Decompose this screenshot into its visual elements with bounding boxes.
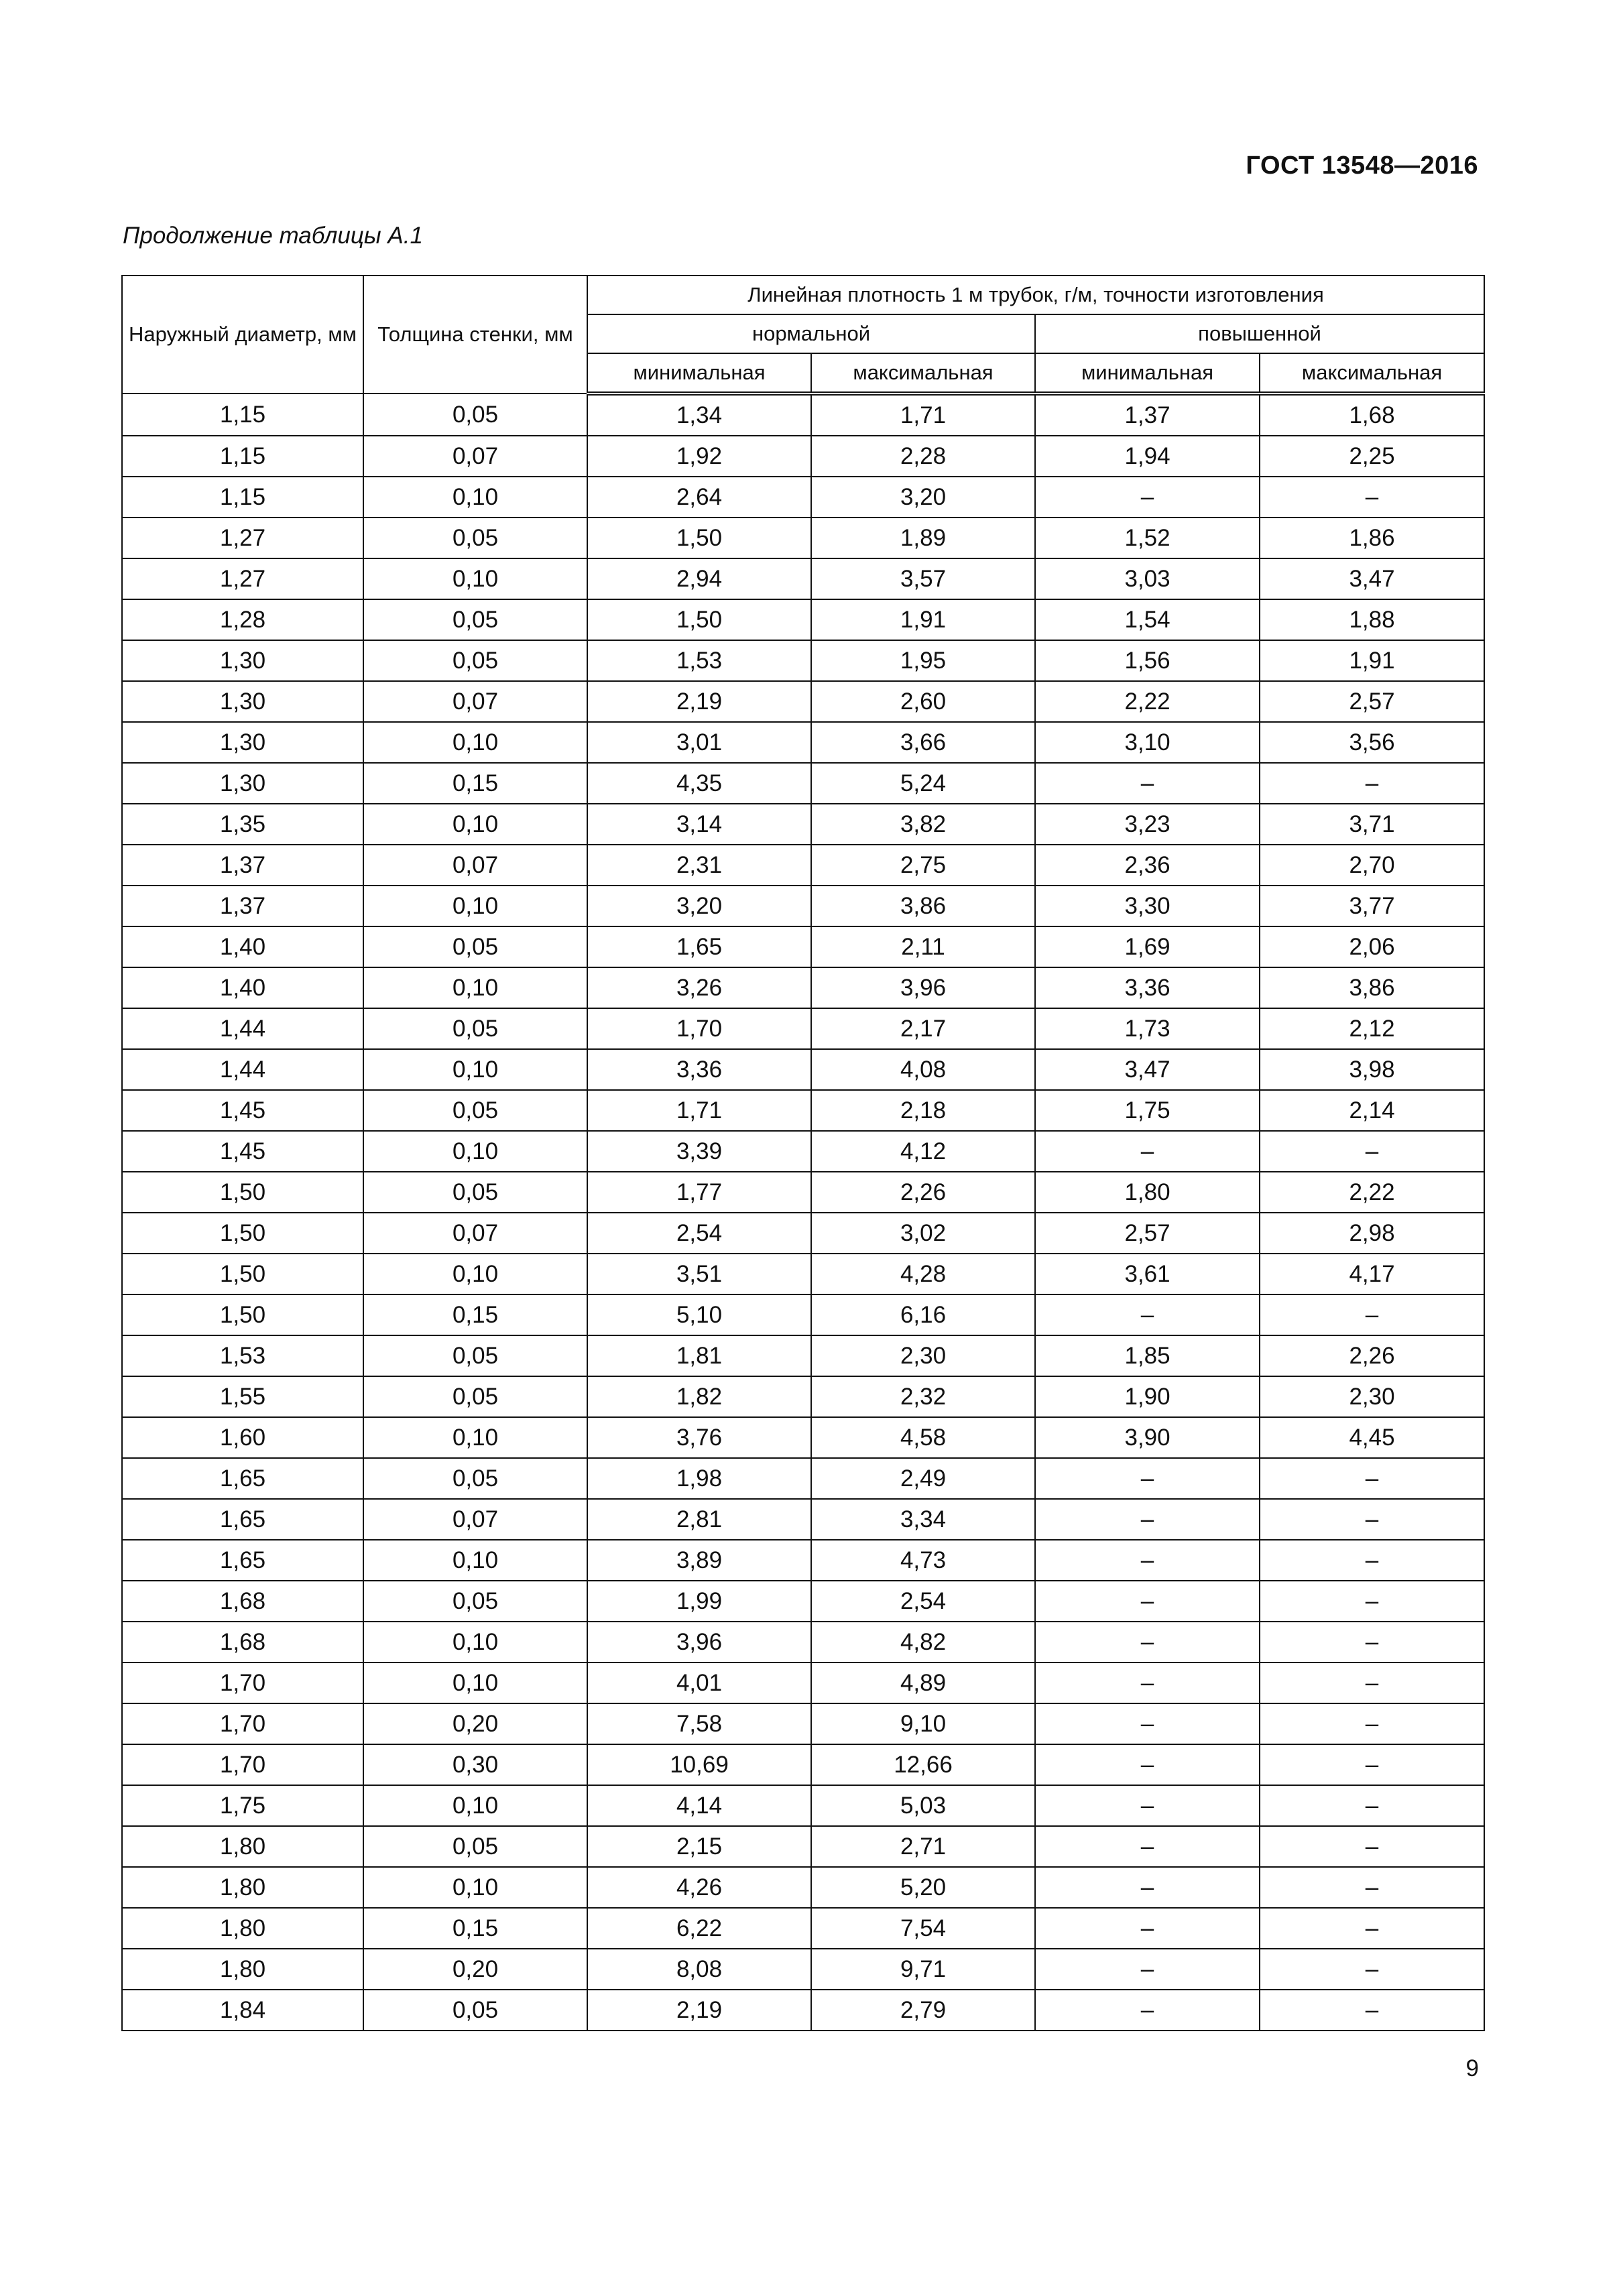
increased-max-cell: – xyxy=(1260,1867,1484,1908)
outer-diameter-cell: 1,80 xyxy=(122,1826,363,1867)
table-row xyxy=(122,1744,1484,1785)
wall-thickness-cell: 0,10 xyxy=(363,967,587,1008)
normal-min-cell: 1,98 xyxy=(587,1458,811,1499)
outer-diameter-cell: 1,50 xyxy=(122,1254,363,1294)
wall-thickness-cell: 0,10 xyxy=(363,558,587,599)
increased-min-cell: 3,10 xyxy=(1035,722,1260,763)
normal-min-cell: 4,26 xyxy=(587,1867,811,1908)
normal-max-cell: 2,17 xyxy=(811,1008,1035,1049)
table-row xyxy=(122,1335,1484,1376)
normal-min-cell: 1,70 xyxy=(587,1008,811,1049)
increased-min-cell: – xyxy=(1035,1622,1260,1663)
wall-thickness-cell: 0,05 xyxy=(363,1826,587,1867)
increased-max-cell: 2,98 xyxy=(1260,1213,1484,1254)
increased-min-cell: – xyxy=(1035,1540,1260,1581)
wall-thickness-cell: 0,07 xyxy=(363,1499,587,1540)
increased-min-cell: – xyxy=(1035,1949,1260,1990)
outer-diameter-cell: 1,68 xyxy=(122,1581,363,1622)
outer-diameter-cell: 1,40 xyxy=(122,967,363,1008)
increased-min-cell: – xyxy=(1035,477,1260,518)
outer-diameter-cell: 1,53 xyxy=(122,1335,363,1376)
increased-min-cell: 3,03 xyxy=(1035,558,1260,599)
normal-max-cell: 3,86 xyxy=(811,886,1035,926)
table-row xyxy=(122,1949,1484,1990)
outer-diameter-cell: 1,30 xyxy=(122,763,363,804)
increased-min-cell: 1,80 xyxy=(1035,1172,1260,1213)
increased-min-cell: 2,36 xyxy=(1035,845,1260,886)
outer-diameter-cell: 1,65 xyxy=(122,1499,363,1540)
normal-max-cell: 2,18 xyxy=(811,1090,1035,1131)
increased-max-cell: 2,22 xyxy=(1260,1172,1484,1213)
normal-max-cell: 3,96 xyxy=(811,967,1035,1008)
normal-min-cell: 5,10 xyxy=(587,1294,811,1335)
page-number: 9 xyxy=(1465,2055,1479,2081)
normal-min-cell: 2,15 xyxy=(587,1826,811,1867)
normal-max-cell: 4,58 xyxy=(811,1417,1035,1458)
increased-max-cell: 1,91 xyxy=(1260,640,1484,681)
outer-diameter-cell: 1,27 xyxy=(122,558,363,599)
wall-thickness-cell: 0,10 xyxy=(363,1785,587,1826)
increased-max-cell: – xyxy=(1260,1540,1484,1581)
outer-diameter-cell: 1,44 xyxy=(122,1008,363,1049)
header-normal-max: максимальная xyxy=(811,353,1035,394)
table-row xyxy=(122,436,1484,477)
normal-max-cell: 2,79 xyxy=(811,1990,1035,2031)
increased-max-cell: 2,26 xyxy=(1260,1335,1484,1376)
header-outer-diameter: Наружный диаметр, мм xyxy=(122,276,363,394)
table-row xyxy=(122,1049,1484,1090)
increased-max-cell: 2,12 xyxy=(1260,1008,1484,1049)
outer-diameter-cell: 1,80 xyxy=(122,1867,363,1908)
normal-min-cell: 2,19 xyxy=(587,1990,811,2031)
normal-max-cell: 4,89 xyxy=(811,1663,1035,1703)
normal-max-cell: 2,28 xyxy=(811,436,1035,477)
increased-min-cell: – xyxy=(1035,1867,1260,1908)
outer-diameter-cell: 1,27 xyxy=(122,518,363,558)
normal-min-cell: 4,01 xyxy=(587,1663,811,1703)
outer-diameter-cell: 1,80 xyxy=(122,1908,363,1949)
wall-thickness-cell: 0,05 xyxy=(363,1581,587,1622)
outer-diameter-cell: 1,40 xyxy=(122,926,363,967)
normal-max-cell: 1,89 xyxy=(811,518,1035,558)
normal-min-cell: 4,35 xyxy=(587,763,811,804)
table-row xyxy=(122,558,1484,599)
table-row xyxy=(122,1499,1484,1540)
normal-max-cell: 2,32 xyxy=(811,1376,1035,1417)
outer-diameter-cell: 1,68 xyxy=(122,1622,363,1663)
normal-min-cell: 3,01 xyxy=(587,722,811,763)
wall-thickness-cell: 0,07 xyxy=(363,436,587,477)
table-row xyxy=(122,477,1484,518)
increased-min-cell: – xyxy=(1035,1294,1260,1335)
increased-max-cell: – xyxy=(1260,1744,1484,1785)
table-row xyxy=(122,1581,1484,1622)
table-row xyxy=(122,1540,1484,1581)
increased-max-cell: – xyxy=(1260,1908,1484,1949)
outer-diameter-cell: 1,84 xyxy=(122,1990,363,2031)
normal-max-cell: 12,66 xyxy=(811,1744,1035,1785)
wall-thickness-cell: 0,10 xyxy=(363,1049,587,1090)
wall-thickness-cell: 0,10 xyxy=(363,722,587,763)
increased-min-cell: 3,47 xyxy=(1035,1049,1260,1090)
table-row xyxy=(122,1826,1484,1867)
normal-max-cell: 1,71 xyxy=(811,394,1035,436)
table-row xyxy=(122,1090,1484,1131)
normal-min-cell: 1,53 xyxy=(587,640,811,681)
increased-max-cell: 3,56 xyxy=(1260,722,1484,763)
normal-max-cell: 3,02 xyxy=(811,1213,1035,1254)
normal-max-cell: 2,54 xyxy=(811,1581,1035,1622)
table-row xyxy=(122,640,1484,681)
increased-max-cell: 3,98 xyxy=(1260,1049,1484,1090)
normal-max-cell: 9,71 xyxy=(811,1949,1035,1990)
normal-max-cell: 3,20 xyxy=(811,477,1035,518)
increased-max-cell: – xyxy=(1260,1949,1484,1990)
table-row xyxy=(122,1663,1484,1703)
table-row xyxy=(122,1131,1484,1172)
wall-thickness-cell: 0,10 xyxy=(363,1131,587,1172)
normal-max-cell: 1,91 xyxy=(811,599,1035,640)
normal-max-cell: 2,49 xyxy=(811,1458,1035,1499)
normal-min-cell: 1,50 xyxy=(587,518,811,558)
increased-max-cell: – xyxy=(1260,1294,1484,1335)
header-increased-precision: повышенной xyxy=(1035,314,1484,353)
table-row xyxy=(122,804,1484,845)
header-increased-max: максимальная xyxy=(1260,353,1484,394)
normal-min-cell: 2,19 xyxy=(587,681,811,722)
normal-min-cell: 2,54 xyxy=(587,1213,811,1254)
header-normal-precision: нормальной xyxy=(587,314,1035,353)
wall-thickness-cell: 0,10 xyxy=(363,477,587,518)
wall-thickness-cell: 0,05 xyxy=(363,1458,587,1499)
wall-thickness-cell: 0,15 xyxy=(363,1294,587,1335)
normal-min-cell: 1,77 xyxy=(587,1172,811,1213)
increased-min-cell: – xyxy=(1035,1663,1260,1703)
increased-max-cell: 2,14 xyxy=(1260,1090,1484,1131)
table-row xyxy=(122,886,1484,926)
increased-min-cell: 3,36 xyxy=(1035,967,1260,1008)
wall-thickness-cell: 0,10 xyxy=(363,804,587,845)
increased-max-cell: – xyxy=(1260,1663,1484,1703)
normal-min-cell: 3,76 xyxy=(587,1417,811,1458)
increased-min-cell: 3,30 xyxy=(1035,886,1260,926)
normal-max-cell: 2,30 xyxy=(811,1335,1035,1376)
normal-max-cell: 5,24 xyxy=(811,763,1035,804)
outer-diameter-cell: 1,15 xyxy=(122,477,363,518)
wall-thickness-cell: 0,15 xyxy=(363,763,587,804)
normal-min-cell: 1,92 xyxy=(587,436,811,477)
normal-max-cell: 2,60 xyxy=(811,681,1035,722)
increased-min-cell: – xyxy=(1035,1744,1260,1785)
increased-max-cell: – xyxy=(1260,477,1484,518)
normal-min-cell: 1,82 xyxy=(587,1376,811,1417)
table-continuation-label: Продолжение таблицы А.1 xyxy=(123,223,423,249)
increased-max-cell: – xyxy=(1260,1458,1484,1499)
header-wall-thickness: Толщина стенки, мм xyxy=(363,276,587,394)
increased-min-cell: – xyxy=(1035,1826,1260,1867)
wall-thickness-cell: 0,05 xyxy=(363,518,587,558)
increased-min-cell: 1,94 xyxy=(1035,436,1260,477)
wall-thickness-cell: 0,10 xyxy=(363,1540,587,1581)
wall-thickness-cell: 0,07 xyxy=(363,681,587,722)
normal-min-cell: 3,20 xyxy=(587,886,811,926)
outer-diameter-cell: 1,50 xyxy=(122,1213,363,1254)
increased-min-cell: 2,57 xyxy=(1035,1213,1260,1254)
normal-max-cell: 2,26 xyxy=(811,1172,1035,1213)
outer-diameter-cell: 1,50 xyxy=(122,1294,363,1335)
header-linear-density: Линейная плотность 1 м трубок, г/м, точности изготовления xyxy=(587,276,1484,314)
increased-min-cell: 1,85 xyxy=(1035,1335,1260,1376)
increased-min-cell: 1,56 xyxy=(1035,640,1260,681)
normal-min-cell: 2,81 xyxy=(587,1499,811,1540)
outer-diameter-cell: 1,44 xyxy=(122,1049,363,1090)
table-row xyxy=(122,1622,1484,1663)
table-row xyxy=(122,722,1484,763)
header-normal-min: минимальная xyxy=(587,353,811,394)
normal-min-cell: 1,50 xyxy=(587,599,811,640)
table-row xyxy=(122,845,1484,886)
normal-max-cell: 5,03 xyxy=(811,1785,1035,1826)
wall-thickness-cell: 0,07 xyxy=(363,1213,587,1254)
outer-diameter-cell: 1,28 xyxy=(122,599,363,640)
increased-min-cell: 1,73 xyxy=(1035,1008,1260,1049)
table-row xyxy=(122,681,1484,722)
table-row xyxy=(122,599,1484,640)
normal-max-cell: 4,82 xyxy=(811,1622,1035,1663)
normal-min-cell: 2,94 xyxy=(587,558,811,599)
increased-min-cell: – xyxy=(1035,1458,1260,1499)
wall-thickness-cell: 0,07 xyxy=(363,845,587,886)
outer-diameter-cell: 1,65 xyxy=(122,1458,363,1499)
outer-diameter-cell: 1,70 xyxy=(122,1663,363,1703)
increased-max-cell: 4,45 xyxy=(1260,1417,1484,1458)
increased-max-cell: – xyxy=(1260,763,1484,804)
normal-max-cell: 3,34 xyxy=(811,1499,1035,1540)
table-row xyxy=(122,1703,1484,1744)
normal-min-cell: 8,08 xyxy=(587,1949,811,1990)
outer-diameter-cell: 1,60 xyxy=(122,1417,363,1458)
table-row xyxy=(122,1867,1484,1908)
wall-thickness-cell: 0,10 xyxy=(363,886,587,926)
increased-min-cell: 1,37 xyxy=(1035,394,1260,436)
normal-min-cell: 3,26 xyxy=(587,967,811,1008)
wall-thickness-cell: 0,05 xyxy=(363,1172,587,1213)
wall-thickness-cell: 0,30 xyxy=(363,1744,587,1785)
normal-max-cell: 3,82 xyxy=(811,804,1035,845)
linear-density-table xyxy=(121,275,1485,2031)
outer-diameter-cell: 1,45 xyxy=(122,1090,363,1131)
increased-min-cell: 2,22 xyxy=(1035,681,1260,722)
normal-max-cell: 1,95 xyxy=(811,640,1035,681)
table-row xyxy=(122,1008,1484,1049)
wall-thickness-cell: 0,05 xyxy=(363,1376,587,1417)
outer-diameter-cell: 1,80 xyxy=(122,1949,363,1990)
normal-max-cell: 3,57 xyxy=(811,558,1035,599)
increased-max-cell: – xyxy=(1260,1131,1484,1172)
table-row xyxy=(122,1172,1484,1213)
wall-thickness-cell: 0,05 xyxy=(363,1090,587,1131)
outer-diameter-cell: 1,37 xyxy=(122,845,363,886)
table-row xyxy=(122,1990,1484,2031)
increased-min-cell: – xyxy=(1035,1990,1260,2031)
increased-max-cell: 2,06 xyxy=(1260,926,1484,967)
document-code: ГОСТ 13548—2016 xyxy=(1246,152,1478,180)
increased-min-cell: 3,61 xyxy=(1035,1254,1260,1294)
increased-min-cell: 1,90 xyxy=(1035,1376,1260,1417)
increased-min-cell: 1,54 xyxy=(1035,599,1260,640)
outer-diameter-cell: 1,15 xyxy=(122,436,363,477)
increased-min-cell: – xyxy=(1035,1785,1260,1826)
table-row xyxy=(122,1908,1484,1949)
wall-thickness-cell: 0,05 xyxy=(363,640,587,681)
table-row xyxy=(122,1213,1484,1254)
increased-max-cell: 3,71 xyxy=(1260,804,1484,845)
outer-diameter-cell: 1,70 xyxy=(122,1703,363,1744)
increased-max-cell: 2,57 xyxy=(1260,681,1484,722)
outer-diameter-cell: 1,75 xyxy=(122,1785,363,1826)
increased-max-cell: 1,86 xyxy=(1260,518,1484,558)
increased-max-cell: 1,88 xyxy=(1260,599,1484,640)
normal-max-cell: 3,66 xyxy=(811,722,1035,763)
increased-max-cell: – xyxy=(1260,1785,1484,1826)
table-row xyxy=(122,967,1484,1008)
normal-min-cell: 2,31 xyxy=(587,845,811,886)
increased-max-cell: – xyxy=(1260,1499,1484,1540)
increased-max-cell: 3,77 xyxy=(1260,886,1484,926)
wall-thickness-cell: 0,10 xyxy=(363,1622,587,1663)
table-row xyxy=(122,1417,1484,1458)
increased-max-cell: 3,47 xyxy=(1260,558,1484,599)
outer-diameter-cell: 1,70 xyxy=(122,1744,363,1785)
increased-min-cell: – xyxy=(1035,763,1260,804)
table-row xyxy=(122,518,1484,558)
table-row xyxy=(122,1785,1484,1826)
increased-min-cell: – xyxy=(1035,1581,1260,1622)
wall-thickness-cell: 0,20 xyxy=(363,1949,587,1990)
outer-diameter-cell: 1,50 xyxy=(122,1172,363,1213)
normal-min-cell: 1,71 xyxy=(587,1090,811,1131)
normal-min-cell: 4,14 xyxy=(587,1785,811,1826)
increased-max-cell: 2,30 xyxy=(1260,1376,1484,1417)
wall-thickness-cell: 0,10 xyxy=(363,1417,587,1458)
normal-max-cell: 2,75 xyxy=(811,845,1035,886)
outer-diameter-cell: 1,55 xyxy=(122,1376,363,1417)
normal-max-cell: 4,12 xyxy=(811,1131,1035,1172)
normal-max-cell: 2,11 xyxy=(811,926,1035,967)
increased-min-cell: 1,52 xyxy=(1035,518,1260,558)
wall-thickness-cell: 0,10 xyxy=(363,1254,587,1294)
normal-max-cell: 4,28 xyxy=(811,1254,1035,1294)
normal-max-cell: 5,20 xyxy=(811,1867,1035,1908)
normal-min-cell: 3,14 xyxy=(587,804,811,845)
increased-max-cell: – xyxy=(1260,1990,1484,2031)
outer-diameter-cell: 1,15 xyxy=(122,394,363,436)
normal-min-cell: 3,96 xyxy=(587,1622,811,1663)
normal-max-cell: 9,10 xyxy=(811,1703,1035,1744)
increased-max-cell: – xyxy=(1260,1703,1484,1744)
wall-thickness-cell: 0,05 xyxy=(363,599,587,640)
normal-min-cell: 3,39 xyxy=(587,1131,811,1172)
increased-min-cell: 3,23 xyxy=(1035,804,1260,845)
table-header xyxy=(122,276,1484,394)
increased-max-cell: – xyxy=(1260,1826,1484,1867)
normal-min-cell: 10,69 xyxy=(587,1744,811,1785)
outer-diameter-cell: 1,30 xyxy=(122,681,363,722)
table-row xyxy=(122,763,1484,804)
table-body xyxy=(122,394,1484,2031)
outer-diameter-cell: 1,45 xyxy=(122,1131,363,1172)
increased-min-cell: – xyxy=(1035,1703,1260,1744)
normal-min-cell: 2,64 xyxy=(587,477,811,518)
outer-diameter-cell: 1,37 xyxy=(122,886,363,926)
increased-min-cell: – xyxy=(1035,1908,1260,1949)
wall-thickness-cell: 0,05 xyxy=(363,926,587,967)
increased-max-cell: 4,17 xyxy=(1260,1254,1484,1294)
wall-thickness-cell: 0,10 xyxy=(363,1867,587,1908)
table-row xyxy=(122,1254,1484,1294)
header-increased-min: минимальная xyxy=(1035,353,1260,394)
increased-min-cell: 3,90 xyxy=(1035,1417,1260,1458)
increased-min-cell: 1,69 xyxy=(1035,926,1260,967)
normal-max-cell: 7,54 xyxy=(811,1908,1035,1949)
increased-max-cell: 2,70 xyxy=(1260,845,1484,886)
normal-min-cell: 1,65 xyxy=(587,926,811,967)
normal-min-cell: 1,81 xyxy=(587,1335,811,1376)
table-row xyxy=(122,926,1484,967)
normal-min-cell: 3,51 xyxy=(587,1254,811,1294)
increased-min-cell: – xyxy=(1035,1131,1260,1172)
table-row xyxy=(122,1458,1484,1499)
outer-diameter-cell: 1,65 xyxy=(122,1540,363,1581)
outer-diameter-cell: 1,30 xyxy=(122,722,363,763)
normal-min-cell: 1,34 xyxy=(587,394,811,436)
table-row xyxy=(122,394,1484,436)
increased-max-cell: 2,25 xyxy=(1260,436,1484,477)
wall-thickness-cell: 0,05 xyxy=(363,1990,587,2031)
increased-min-cell: 1,75 xyxy=(1035,1090,1260,1131)
normal-min-cell: 6,22 xyxy=(587,1908,811,1949)
table-row xyxy=(122,1376,1484,1417)
outer-diameter-cell: 1,35 xyxy=(122,804,363,845)
increased-max-cell: 3,86 xyxy=(1260,967,1484,1008)
increased-min-cell: – xyxy=(1035,1499,1260,1540)
outer-diameter-cell: 1,30 xyxy=(122,640,363,681)
increased-max-cell: – xyxy=(1260,1622,1484,1663)
wall-thickness-cell: 0,05 xyxy=(363,394,587,436)
wall-thickness-cell: 0,20 xyxy=(363,1703,587,1744)
normal-max-cell: 4,73 xyxy=(811,1540,1035,1581)
normal-min-cell: 7,58 xyxy=(587,1703,811,1744)
normal-max-cell: 2,71 xyxy=(811,1826,1035,1867)
wall-thickness-cell: 0,05 xyxy=(363,1335,587,1376)
normal-max-cell: 6,16 xyxy=(811,1294,1035,1335)
table-row xyxy=(122,1294,1484,1335)
normal-min-cell: 3,89 xyxy=(587,1540,811,1581)
normal-min-cell: 1,99 xyxy=(587,1581,811,1622)
increased-max-cell: – xyxy=(1260,1581,1484,1622)
normal-min-cell: 3,36 xyxy=(587,1049,811,1090)
wall-thickness-cell: 0,15 xyxy=(363,1908,587,1949)
increased-max-cell: 1,68 xyxy=(1260,394,1484,436)
wall-thickness-cell: 0,10 xyxy=(363,1663,587,1703)
wall-thickness-cell: 0,05 xyxy=(363,1008,587,1049)
normal-max-cell: 4,08 xyxy=(811,1049,1035,1090)
